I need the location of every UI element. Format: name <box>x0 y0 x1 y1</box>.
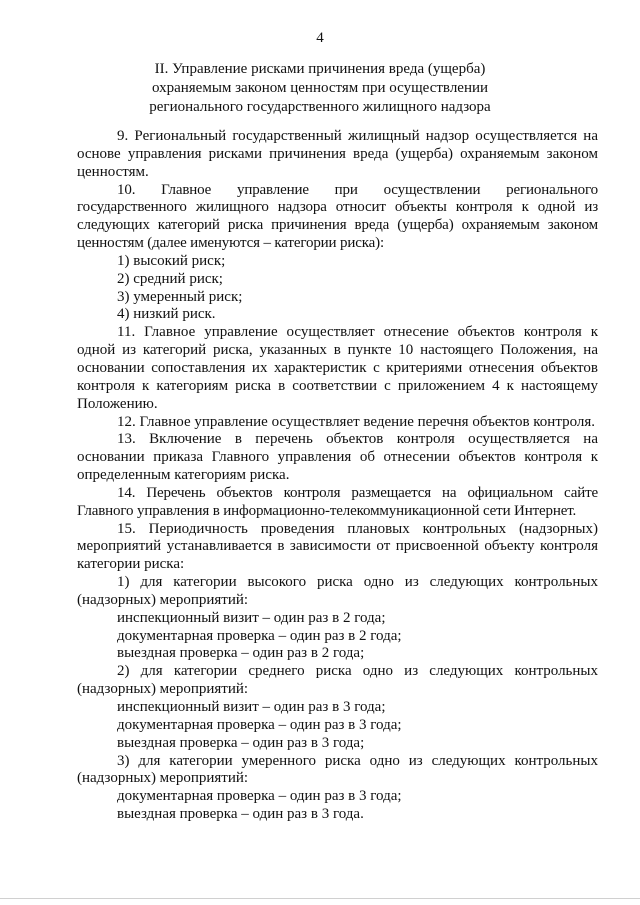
paragraph-11: 11. Главное управление осуществляет отнесение объектов контроля к одной из категорий риска, указанных в пункте 10 настоящего Положения, на основании сопоставления их характеристик с критериями отнесения объектов контроля к категориям риска в соответствии с приложением 4 к настоящему Положению. <box>77 324 598 412</box>
page-number: 4 <box>316 30 324 46</box>
category-high-item-1: инспекционный визит – один раз в 2 года; <box>117 609 386 626</box>
category-high-item-2: документарная проверка – один раз в 2 года; <box>117 627 402 644</box>
category-medium-item-3: выездная проверка – один раз в 3 года; <box>117 734 365 751</box>
category-high-risk: 1) для категории высокого риска одно из следующих контрольных (надзорных) мероприятий: <box>77 574 598 608</box>
category-medium-item-1: инспекционный визит – один раз в 3 года; <box>117 699 386 715</box>
risk-item-2: 2) средний риск; <box>117 270 223 287</box>
category-moderate-risk: 3) для категории умеренного риска одно из следующих контрольных (надзорных) мероприятий: <box>77 752 598 787</box>
category-medium-risk: 2) для категории среднего риска одно из следующих контрольных (надзорных) мероприятий: <box>77 663 598 698</box>
page-bottom-edge <box>0 898 640 899</box>
heading-line-2: охраняемым законом ценностям при осуществлении <box>151 80 489 96</box>
risk-item-4: 4) низкий риск. <box>117 306 216 323</box>
heading-line-1: II. Управление рисками причинения вреда (ущерба) <box>154 61 486 77</box>
category-high-item-3: выездная проверка – один раз в 2 года; <box>117 645 365 662</box>
heading-line-3: регионального государственного жилищного надзора <box>149 99 491 115</box>
paragraph-13: 13. Включение в перечень объектов контроля осуществляется на основании приказа Главного управления об отнесении объектов контроля к определенным категориям риска. <box>77 431 598 484</box>
paragraph-9: 9. Региональный государственный жилищный надзор осуществляется на основе управления рисками причинения вреда (ущерба) охраняемым законом ценностям. <box>77 128 598 180</box>
document-body <box>77 128 598 824</box>
section-heading <box>120 60 520 117</box>
risk-item-3: 3) умеренный риск; <box>117 288 243 305</box>
paragraph-10: 10. Главное управление при осуществлении регионального государственного жилищного надзора относит объекты контроля к одной из следующих категорий риска причинения вреда (ущерба) охраняемым законом ценностям (далее именуются – категории риска): <box>77 181 598 252</box>
paragraph-12: 12. Главное управление осуществляет ведение перечня объектов контроля. <box>117 413 596 430</box>
paragraph-14: 14. Перечень объектов контроля размещается на официальном сайте Главного управления в информационно-телекоммуникационной сети Интернет. <box>77 484 598 519</box>
category-medium-item-2: документарная проверка – один раз в 3 года; <box>117 716 402 733</box>
category-moderate-item-2: выездная проверка – один раз в 3 года. <box>117 806 364 823</box>
category-moderate-item-1: документарная проверка – один раз в 3 года; <box>117 788 402 805</box>
risk-item-1: 1) высокий риск; <box>117 252 226 269</box>
paragraph-15: 15. Периодичность проведения плановых контрольных (надзорных) мероприятий устанавливается в зависимости от присвоенной объекту контроля категории риска: <box>77 520 598 573</box>
